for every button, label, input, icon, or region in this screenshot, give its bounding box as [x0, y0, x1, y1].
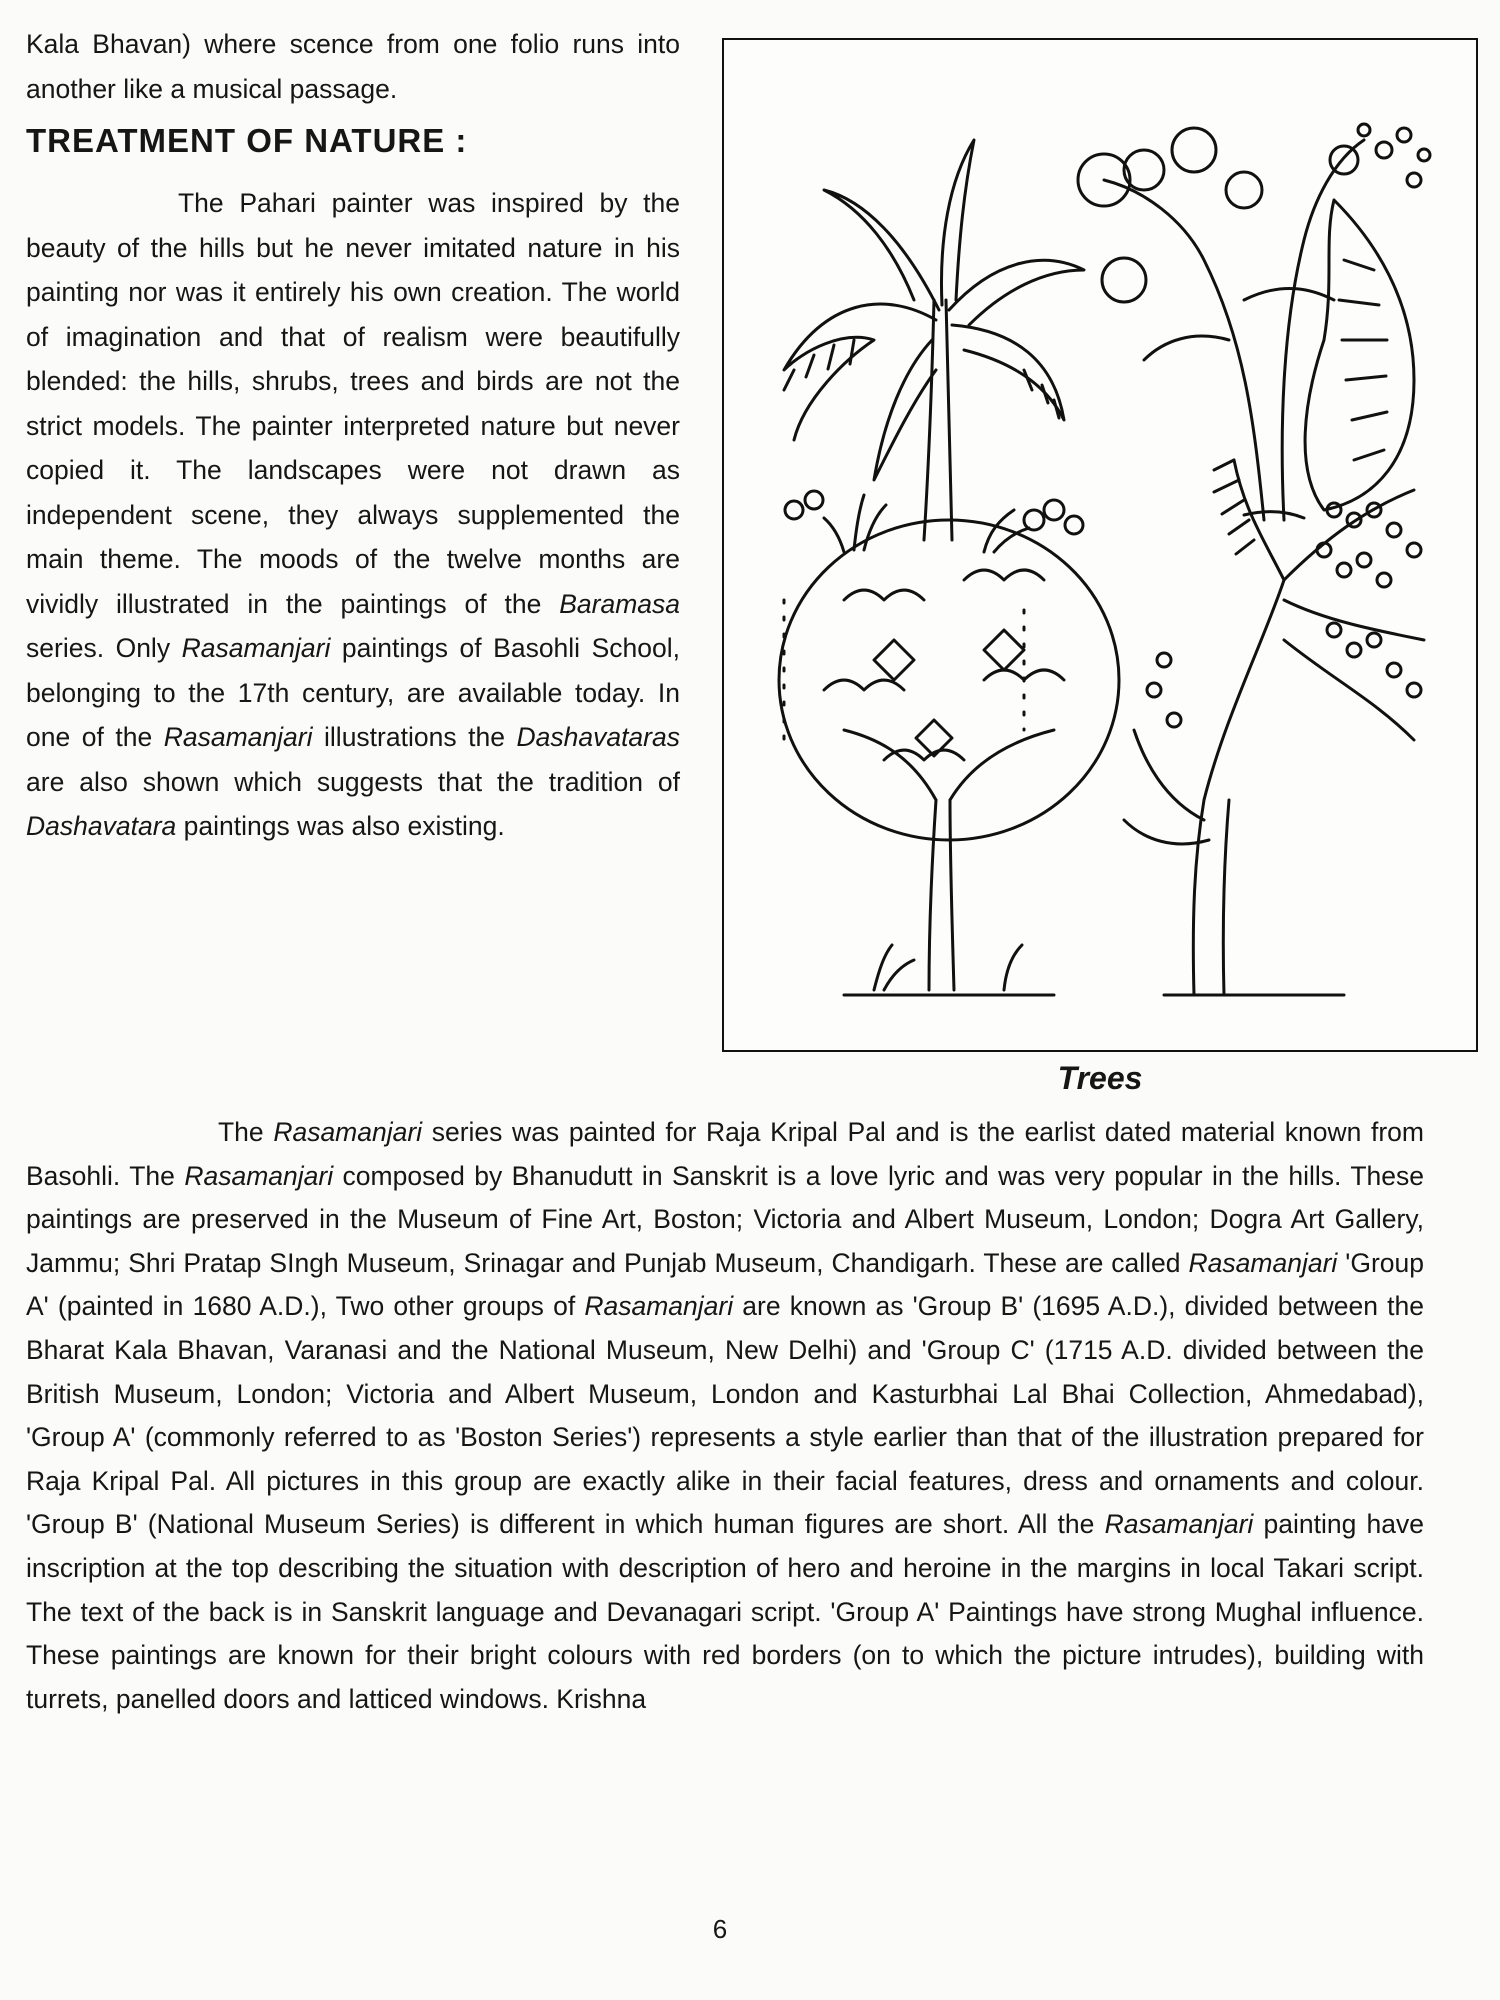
text-run: series. Only	[26, 633, 182, 663]
text-run: composed by Bhanudutt in Sanskrit is a love lyric and was very popular in the hills. These paintings are preserved in the Museum of Fine Art, Boston; Victoria and Albert Museum, London; Dogra Art Gallery, Jammu; Shri Pratap SIngh Museum, Srinagar and Punjab Museum, Chandigarh. These are called	[26, 1160, 1425, 1278]
trees-drawing	[724, 40, 1476, 1050]
text-run: are also shown which suggests that the tradition of	[26, 766, 680, 797]
text-run: paintings was also existing.	[176, 811, 505, 841]
section-heading: TREATMENT OF NATURE :	[26, 122, 468, 159]
italic-term: Rasamanjari	[273, 1117, 423, 1147]
intro-text: Kala Bhavan) where scence from one folio runs into another like a musical passage.	[26, 29, 680, 104]
left-column	[26, 22, 680, 849]
bottom-left-tree-drawing	[779, 491, 1119, 995]
italic-term: Dashavataras	[516, 722, 680, 752]
text-run: The	[218, 1117, 274, 1147]
text-run: 'Group A' (painted in 1680 A.D.), Two other groups of	[26, 1247, 1424, 1322]
text-run: series was painted for Raja Kripal Pal and is the earlist dated material known from Basohli. The	[26, 1117, 1424, 1191]
italic-term: Rasamanjari	[184, 1160, 334, 1191]
italic-term: Rasamanjari	[1188, 1247, 1338, 1278]
italic-term: Rasamanjari	[181, 633, 331, 663]
italic-term: Dashavatara	[26, 811, 177, 841]
rasamanjari-paragraph	[26, 1111, 1424, 1721]
nature-paragraph	[26, 181, 680, 849]
italic-term: Rasamanjari	[1104, 1509, 1254, 1540]
trees-illustration	[722, 38, 1478, 1052]
bottom-text-block	[26, 1111, 1424, 1721]
text-run: The Pahari painter was inspired by the beauty of the hills but he never imitated nature in his painting nor was it entirely his own creation. The world of imagination and that of realism were beautifully blended: the hills, shrubs, trees and birds are not the strict models. The painter interpreted nature but never copied it. The landscapes were not drawn as independent scene, they always supplemented the main theme. The moods of the twelve months are vividly illustrated in the paintings of the	[26, 188, 680, 619]
text-run: paintings of Basohli School, belonging to the 17th century, are available today. In one of the	[26, 633, 680, 752]
bottom-right-tree-drawing	[1124, 460, 1424, 995]
flowering-tree-drawing	[1078, 124, 1430, 520]
italic-term: Rasamanjari	[584, 1291, 734, 1322]
figure-caption: Trees	[1057, 1060, 1143, 1096]
text-run: painting have inscription at the top describing the situation with description of hero and heroine in the margins in local Takari script. The text of the back is in Sanskrit language and Devanagari script. 'Group A' Paintings have strong Mughal influence. These paintings are known for their bright colours with red borders (on to which the picture intrudes), building with turrets, panelled doors and latticed windows. Krishna	[26, 1509, 1424, 1714]
banana-tree-drawing	[784, 140, 1084, 540]
italic-term: Rasamanjari	[163, 722, 313, 752]
italic-term: Baramasa	[559, 588, 680, 619]
page-number: 6	[712, 1914, 728, 1944]
text-run: illustrations the	[312, 722, 517, 752]
text-run: are known as 'Group B' (1695 A.D.), divided between the Bharat Kala Bhavan, Varanasi and the National Museum, New Delhi) and 'Group C' (1715 A.D. divided between the British Museum, London; Victoria and Albert Museum, London and Kasturbhai Lal Bhai Collection, Ahmedabad), 'Group A' (commonly referred to as 'Boston Series') represents a style earlier than that of the illustration prepared for Raja Kripal Pal. All pictures in this group are exactly alike in their facial features, dress and ornaments and colour. 'Group B' (National Museum Series) is different in which human figures are short. All the	[26, 1291, 1424, 1540]
